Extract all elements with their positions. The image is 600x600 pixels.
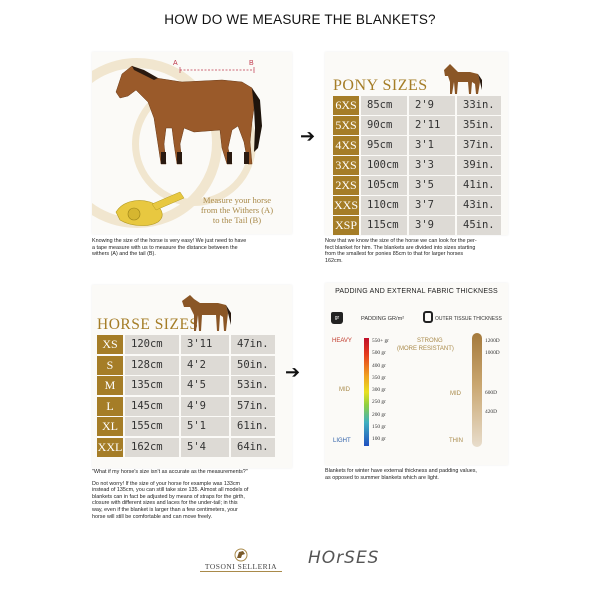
marker-b: B — [249, 60, 254, 67]
size-ft: 3'1 — [409, 136, 455, 155]
size-row — [97, 397, 275, 416]
padding-tick: 350 gr — [372, 375, 386, 381]
horse-silhouette-icon — [178, 291, 234, 333]
weight-icon-label: gr — [334, 315, 340, 321]
size-row — [97, 438, 275, 457]
size-cm: 110cm — [361, 196, 407, 215]
size-in: 50in. — [231, 356, 275, 375]
padding-tick: 150 gr — [372, 424, 386, 430]
caption-line: from the smallest for ponies 85cm to that for larger horses — [325, 251, 464, 258]
caption-line: Now that we know the size of the horse we can look for the per- — [325, 238, 477, 244]
size-ft: 3'9 — [409, 216, 455, 235]
outer-tick: 1000D — [485, 350, 500, 356]
size-ft: 5'1 — [181, 417, 229, 436]
more-resistant-label: (MORE RESISTANT) — [397, 346, 454, 352]
measure-caption — [92, 238, 302, 258]
arrow-right-icon: ➔ — [300, 126, 316, 146]
size-cm: 145cm — [125, 397, 179, 416]
caption-line: closure with different sizes and laces for the under-tail; in this — [92, 500, 238, 507]
marker-a: A — [173, 60, 178, 67]
thickness-caption — [325, 468, 515, 481]
caption-line: Blankets for winter have external thickness and padding values, — [325, 468, 477, 474]
caption-line: horse will still be comfortable and can move freely. — [92, 513, 213, 520]
size-ft: 5'4 — [181, 438, 229, 457]
horse-sizes-panel — [92, 285, 292, 468]
page-title: HOW DO WE MEASURE THE BLANKETS? — [164, 12, 436, 27]
strong-label: STRONG — [417, 338, 443, 344]
caption-line: instead of 135cm, you can still take size 135. Almost all models of — [92, 487, 249, 494]
size-in: 35in. — [457, 116, 501, 135]
size-row — [333, 156, 503, 175]
tosoni-logo-text: TOSONI SELLERIA — [200, 562, 282, 572]
mid-label: MID — [339, 387, 350, 393]
size-cm: 155cm — [125, 417, 179, 436]
caption-line: fect blanket for him. The blankets are divided into sizes starting — [325, 244, 476, 251]
padding-tick: 400 gr — [372, 363, 386, 369]
thin-label: THIN — [449, 438, 463, 444]
size-cm: 95cm — [361, 136, 407, 155]
size-code: 4XS — [333, 136, 359, 155]
outer-thickness-bar — [472, 333, 482, 447]
size-cm: 115cm — [361, 216, 407, 235]
caption-line: blankets can in fact be adjusted by means of straps for the girth, — [92, 493, 245, 500]
outer-tick: 600D — [485, 390, 497, 396]
size-ft: 3'3 — [409, 156, 455, 175]
padding-label: PADDING GR/m² — [361, 316, 405, 322]
pony-sizes-title: PONY SIZES — [333, 77, 428, 94]
size-cm: 90cm — [361, 116, 407, 135]
size-in: 47in. — [231, 335, 275, 354]
measure-horse-panel — [92, 52, 292, 234]
caption-line: way, even if the blanket is larger than a few centimeters, your — [92, 506, 238, 513]
size-row — [333, 96, 503, 115]
size-cm: 135cm — [125, 376, 179, 395]
size-code: XS — [97, 335, 123, 354]
pony-sizes-panel — [325, 52, 508, 235]
pony-silhouette-icon — [440, 60, 484, 96]
fabric-roll-icon — [423, 311, 433, 323]
horse-sizes-title: HORSE SIZES — [97, 316, 199, 333]
pony-caption — [325, 238, 515, 264]
outer-label: OUTER TISSUE THICKNESS — [435, 316, 502, 322]
padding-tick: 200 gr — [372, 412, 386, 418]
size-code: S — [97, 356, 123, 375]
horses-logo: HOrSES — [308, 548, 380, 568]
weight-icon — [331, 312, 343, 324]
size-in: 61in. — [231, 417, 275, 436]
arrow-right-icon: ➔ — [285, 362, 301, 382]
thickness-title: PADDING AND EXTERNAL FABRIC THICKNESS — [335, 288, 498, 295]
size-code: 5XS — [333, 116, 359, 135]
size-code: 3XS — [333, 156, 359, 175]
size-in: 39in. — [457, 156, 501, 175]
size-code: L — [97, 397, 123, 416]
horse-head-logo-icon — [229, 548, 253, 562]
size-in: 45in. — [457, 216, 501, 235]
tosoni-logo — [200, 548, 282, 572]
caption-line: 162cm. — [325, 257, 343, 264]
size-ft: 3'7 — [409, 196, 455, 215]
padding-gradient-bar — [364, 338, 369, 446]
caption-line: a tape measure with us to measure the distance between the — [92, 244, 238, 251]
size-row — [333, 216, 503, 235]
size-ft: 2'9 — [409, 96, 455, 115]
measure-instruction — [192, 195, 282, 225]
size-row — [97, 356, 275, 375]
size-in: 41in. — [457, 176, 501, 195]
size-ft: 4'9 — [181, 397, 229, 416]
light-label: LIGHT — [333, 438, 351, 444]
size-cm: 85cm — [361, 96, 407, 115]
size-code: XXL — [97, 438, 123, 457]
size-code: M — [97, 376, 123, 395]
size-row — [333, 176, 503, 195]
outer-tick: 1200D — [485, 338, 500, 344]
padding-tick: 250 gr — [372, 399, 386, 405]
size-ft: 2'11 — [409, 116, 455, 135]
caption-line: Knowing the size of the horse is very easy! We just need to have — [92, 238, 247, 244]
size-ft: 4'2 — [181, 356, 229, 375]
horse-caption-block — [92, 469, 307, 520]
measure-line-2: from the Withers (A) — [200, 205, 274, 215]
size-in: 64in. — [231, 438, 275, 457]
size-ft: 3'5 — [409, 176, 455, 195]
measure-line-3: to the Tail (B) — [212, 215, 262, 225]
outer-tick: 420D — [485, 409, 497, 415]
size-in: 53in. — [231, 376, 275, 395]
caption-line: withers (A) and the tail (B). — [92, 251, 156, 258]
size-code: 6XS — [333, 96, 359, 115]
measure-line-1: Measure your horse — [202, 195, 272, 205]
padding-tick: 500 gr — [372, 350, 386, 356]
size-code: XXS — [333, 196, 359, 215]
size-row — [333, 116, 503, 135]
caption-line: Do not worry! If the size of your horse for example was 133cm — [92, 480, 241, 487]
size-code: XL — [97, 417, 123, 436]
size-in: 37in. — [457, 136, 501, 155]
size-cm: 162cm — [125, 438, 179, 457]
mid2-label: MID — [450, 391, 461, 397]
size-in: 43in. — [457, 196, 501, 215]
size-ft: 4'5 — [181, 376, 229, 395]
padding-tick: 100 gr — [372, 436, 386, 442]
size-ft: 3'11 — [181, 335, 229, 354]
size-cm: 120cm — [125, 335, 179, 354]
size-code: 2XS — [333, 176, 359, 195]
size-row — [97, 376, 275, 395]
size-in: 33in. — [457, 96, 501, 115]
padding-tick: 300 gr — [372, 387, 386, 393]
size-cm: 128cm — [125, 356, 179, 375]
thickness-panel — [325, 283, 508, 465]
size-row — [97, 335, 275, 354]
caption-line: as opposed to summer blankets which are light. — [325, 474, 439, 481]
size-row — [97, 417, 275, 436]
heavy-label: HEAVY — [332, 338, 352, 344]
size-cm: 100cm — [361, 156, 407, 175]
size-row — [333, 196, 503, 215]
size-in: 57in. — [231, 397, 275, 416]
size-question: "What if my horse's size isn't as accurate as the measurements?" — [92, 469, 248, 475]
padding-tick: 550+ gr — [372, 338, 389, 344]
size-row — [333, 136, 503, 155]
size-code: XSP — [333, 216, 359, 235]
size-cm: 105cm — [361, 176, 407, 195]
